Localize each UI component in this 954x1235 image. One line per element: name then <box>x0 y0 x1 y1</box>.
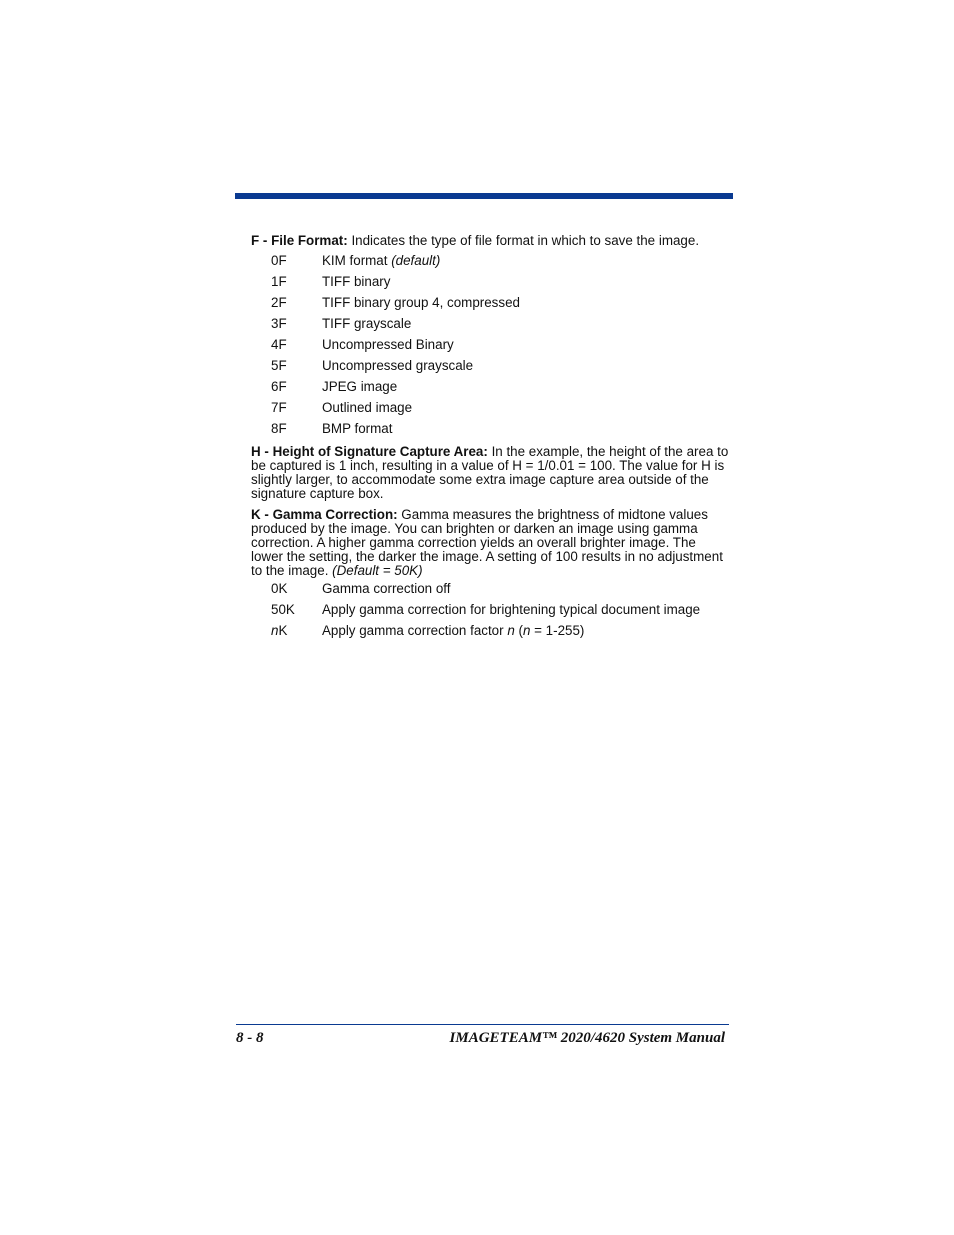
list-item <box>251 376 729 397</box>
item-code: 2F <box>271 294 287 310</box>
item-desc-text: KIM format <box>322 252 392 268</box>
item-desc: Apply gamma correction for brightening typical document image <box>322 601 701 617</box>
list-item <box>251 334 729 355</box>
list-item <box>251 313 729 334</box>
list-item <box>251 271 729 292</box>
height-text: In the example, the height of the area to be captured is 1 inch, resulting in a value of H = 1/0.01 = 100. The value for H is slightly larger, to accommodate some extra image capture area outside of the signature capture box. <box>251 444 729 501</box>
file-format-paragraph <box>251 232 729 250</box>
item-code: 0F <box>271 252 287 268</box>
item-desc-paren: ( <box>514 622 523 638</box>
gamma-paragraph <box>251 508 729 578</box>
item-desc: Outlined image <box>322 399 413 415</box>
file-format-list <box>251 250 729 439</box>
item-desc: TIFF grayscale <box>322 315 412 331</box>
list-item <box>251 355 729 376</box>
item-desc-range: = 1-255) <box>530 622 585 638</box>
item-code: 4F <box>271 336 287 352</box>
item-desc: TIFF binary <box>322 273 391 289</box>
item-desc: Uncompressed grayscale <box>322 357 474 373</box>
item-desc: TIFF binary group 4, compressed <box>322 294 520 310</box>
gamma-text: Gamma measures the brightness of midtone values produced by the image. You can brighten or darken an image using gamma correction. A higher gamma correction yields an overall brighter image. The lower the setting, the darker the image. A setting of 100 results in no adjustment to the image. <box>251 507 723 578</box>
item-code: 8F <box>271 420 287 436</box>
file-format-text: Indicates the type of file format in which to save the image. <box>347 233 700 248</box>
item-desc: Gamma correction off <box>322 580 451 596</box>
item-desc-var: n <box>507 622 515 638</box>
file-format-heading: F - File Format: <box>251 233 348 248</box>
item-desc-prefix: Apply gamma correction factor <box>322 622 508 638</box>
item-desc: Uncompressed Binary <box>322 336 454 352</box>
item-code-suffix: K <box>278 622 288 638</box>
gamma-heading: K - Gamma Correction: <box>251 507 398 522</box>
page-number: 8 - 8 <box>236 1030 264 1046</box>
list-item <box>251 620 729 641</box>
item-code: 1F <box>271 273 287 289</box>
item-code: 5F <box>271 357 287 373</box>
list-item <box>251 292 729 313</box>
page-footer <box>236 1028 725 1048</box>
item-desc <box>322 624 729 638</box>
item-desc <box>322 254 729 268</box>
footer-rule <box>236 1024 729 1025</box>
list-item <box>251 397 729 418</box>
item-code <box>251 624 322 638</box>
item-code: 7F <box>271 399 287 415</box>
height-heading: H - Height of Signature Capture Area: <box>251 444 488 459</box>
item-note: (default) <box>391 252 441 268</box>
item-desc-var-2: n <box>522 622 531 638</box>
item-code-var: n <box>271 622 279 638</box>
list-item <box>251 250 729 271</box>
gamma-default-note: (Default = 50K) <box>332 563 423 578</box>
item-code: 50K <box>271 601 295 617</box>
gamma-list <box>251 578 729 641</box>
height-paragraph <box>251 445 729 501</box>
manual-title: IMAGETEAM™ 2020/4620 System Manual <box>449 1030 725 1046</box>
header-rule <box>235 193 733 199</box>
item-code: 6F <box>271 378 287 394</box>
list-item <box>251 418 729 439</box>
item-code: 3F <box>271 315 287 331</box>
item-code: 0K <box>271 580 288 596</box>
list-item <box>251 578 729 599</box>
page-content <box>251 232 729 647</box>
item-desc: JPEG image <box>322 378 398 394</box>
item-desc: BMP format <box>322 420 393 436</box>
list-item <box>251 599 729 620</box>
